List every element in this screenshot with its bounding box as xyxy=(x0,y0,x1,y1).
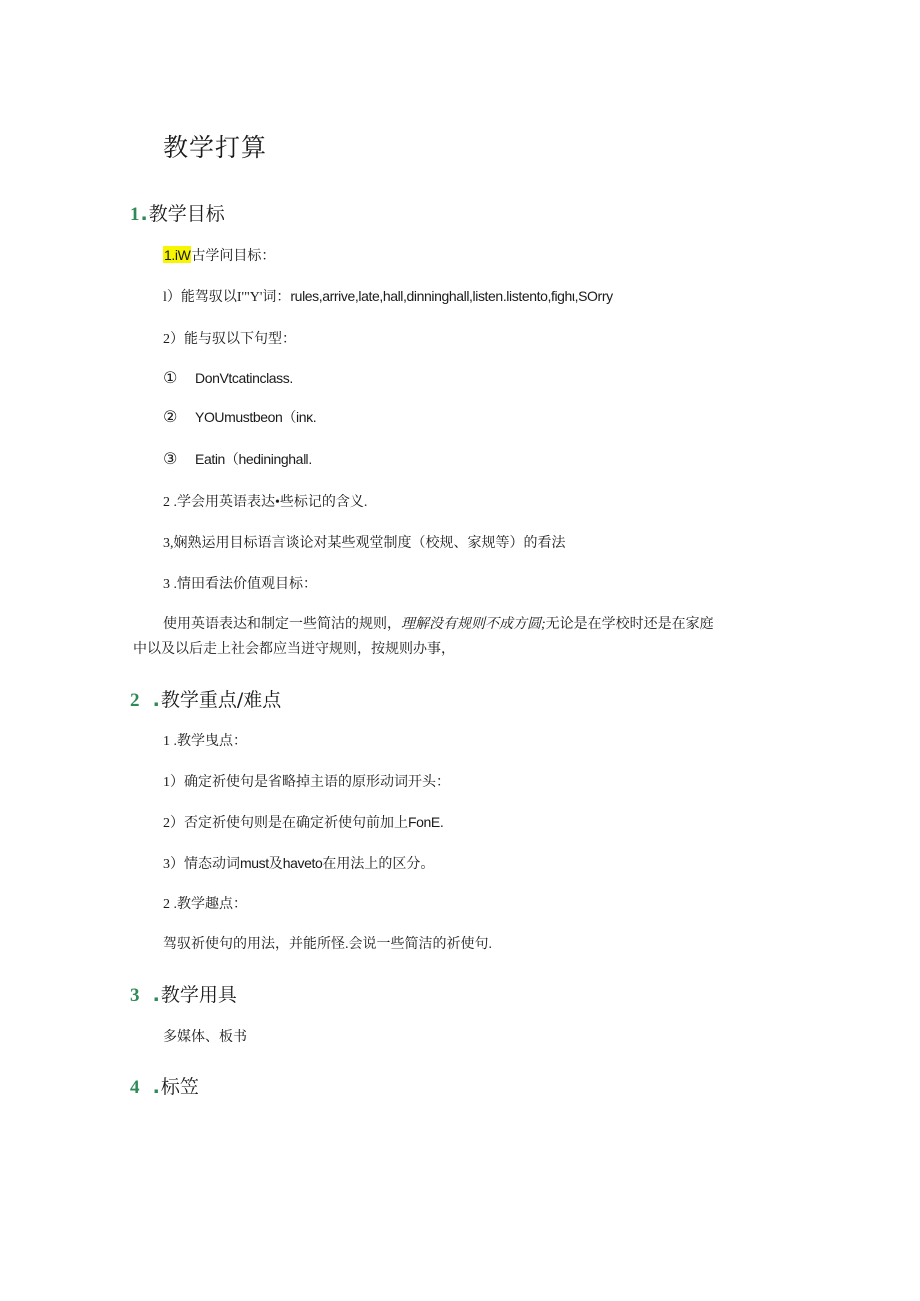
key-point-word: must xyxy=(240,855,269,871)
key-point-word: haveto xyxy=(282,855,323,871)
paragraph-emphasis: 理解没有规则不成方圆; xyxy=(401,617,546,632)
key-point-text: 3）情态动词 xyxy=(163,857,240,872)
sentence-text: DonVtcatinclass. xyxy=(195,370,293,386)
skill-goal-line: 2 .学会用英语表达•些标记的含义. xyxy=(163,495,368,510)
section-separator: . xyxy=(140,203,148,225)
values-goal-label: 3 .情田看法价值观目标： xyxy=(163,577,317,592)
knowledge-goal-text: 古学问目标： xyxy=(191,249,276,264)
sentence-item xyxy=(163,449,312,469)
section-number: 4 xyxy=(130,1077,140,1098)
values-paragraph-line-1 xyxy=(163,613,714,633)
vocab-line xyxy=(163,286,613,306)
key-point-text: 2）否定祈使句则是在确定祈使句前加上 xyxy=(163,816,408,831)
circled-number: ③ xyxy=(163,449,178,468)
sentence-item xyxy=(163,407,316,427)
key-points-label: 1 .教学曳点： xyxy=(163,734,247,749)
highlighted-text: 1.iW xyxy=(164,247,191,263)
section-separator: . xyxy=(152,689,160,711)
section-3-heading xyxy=(130,980,237,1007)
section-1-heading xyxy=(130,199,225,226)
values-paragraph-line-2: 中以及以后走上社会都应当迸守规则，按规则办事， xyxy=(133,642,455,657)
section-separator: . xyxy=(152,1076,160,1098)
paragraph-text: 使用英语表达和制定一些简沽的规则， xyxy=(163,617,401,632)
key-point-item: 1）确定祈使句是省略掉主语的原形动词开头： xyxy=(163,775,450,790)
section-number: 1 xyxy=(130,204,140,225)
section-2-heading xyxy=(130,685,281,712)
teaching-tools-text: 多媒体、板书 xyxy=(163,1030,247,1045)
section-4-heading xyxy=(130,1072,199,1099)
section-title: 教学用具 xyxy=(160,984,237,1006)
key-point-text: 在用法上的区分。 xyxy=(322,857,435,872)
section-title: 教学重点/难点 xyxy=(160,689,282,711)
fluency-goal-line: 3,娴熟运用目标语言谈论对某些观堂制度（校规、家规等）的看法 xyxy=(163,536,566,551)
section-title: 标笠 xyxy=(160,1076,199,1098)
key-point-item xyxy=(163,853,434,873)
sentence-text: YOUmustbeon（inκ. xyxy=(195,409,317,425)
vocab-words: rules,arrive,late,hall,dinninghall,listen.listento,fighι,SOrry xyxy=(290,288,613,304)
section-title: 教学目标 xyxy=(148,203,225,225)
knowledge-goal-label xyxy=(163,245,275,265)
section-number: 3 xyxy=(130,985,140,1006)
section-separator: . xyxy=(152,984,160,1006)
vocab-prefix: l）能驾驭以I'"Y'词： xyxy=(163,290,291,305)
page-title: 教学打算 xyxy=(163,133,268,162)
difficult-point-item: 驾驭祈使句的用法，并能所怪.会说一些简洁的祈使句. xyxy=(163,937,492,952)
circled-number: ① xyxy=(163,368,178,387)
key-point-item xyxy=(163,812,443,832)
paragraph-text: 无论是在学校时还是在家庭 xyxy=(545,617,714,632)
sentence-text: Eatin（hediningha‖. xyxy=(195,451,312,467)
key-point-word: FonE. xyxy=(408,814,444,830)
circled-number: ② xyxy=(163,407,178,426)
sentence-item xyxy=(163,368,293,387)
difficult-points-label: 2 .教学趣点： xyxy=(163,897,247,912)
sentence-pattern-label: 2）能与驭以下句型： xyxy=(163,332,296,347)
section-number: 2 xyxy=(130,690,140,711)
key-point-text: 及 xyxy=(268,857,283,872)
